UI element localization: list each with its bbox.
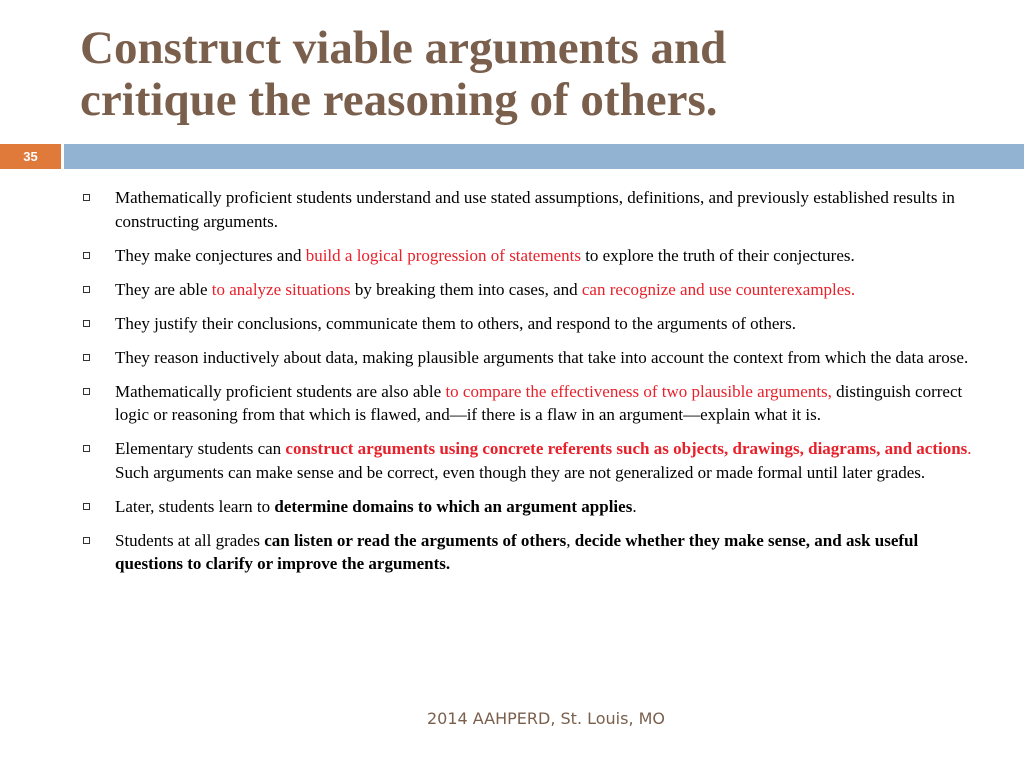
bullet-text: They justify their conclusions, communicate them to others, and respond to the arguments of others. bbox=[115, 313, 796, 333]
bold-text: determine domains to which an argument applies bbox=[274, 496, 633, 516]
bullet-item-2 bbox=[82, 244, 982, 268]
bullet-text: Mathematically proficient students understand and use stated assumptions, definitions, and previously established results in constructing arguments. bbox=[115, 188, 955, 231]
bullet-text: They are able bbox=[115, 279, 212, 299]
highlight-text: can recognize and use counterexamples. bbox=[581, 279, 856, 299]
bullet-text: distinguish correct logic or reasoning from that which is flawed, and—if there is a flaw in an argument—explain what it is. bbox=[115, 381, 963, 424]
bullet-item-6 bbox=[82, 380, 982, 427]
bullet-item-3 bbox=[82, 278, 982, 302]
bullet-list bbox=[82, 186, 982, 586]
bullet-text: by breaking them into cases, and bbox=[350, 279, 582, 299]
square-bullet-icon bbox=[83, 252, 90, 259]
square-bullet-icon bbox=[83, 320, 90, 327]
square-bullet-icon bbox=[83, 194, 90, 201]
bullet-text: Such arguments can make sense and be correct, even though they are not generalized or made formal until later grades. bbox=[115, 462, 926, 482]
bullet-text: They make conjectures and bbox=[115, 245, 306, 265]
title-divider-bar bbox=[64, 144, 1024, 169]
highlight-text: build a logical progression of statements bbox=[305, 245, 581, 265]
bold-text: can listen or read the arguments of others bbox=[264, 530, 567, 550]
bullet-text: Students at all grades bbox=[115, 530, 265, 550]
square-bullet-icon bbox=[83, 537, 90, 544]
bullet-text: . bbox=[632, 496, 637, 516]
highlight-text: to analyze situations bbox=[211, 279, 351, 299]
bullet-text: Mathematically proficient students are also able bbox=[115, 381, 446, 401]
bullet-item-8 bbox=[82, 495, 982, 519]
square-bullet-icon bbox=[83, 388, 90, 395]
slide-footer: 2014 AAHPERD, St. Louis, MO bbox=[426, 709, 666, 728]
bullet-item-5 bbox=[82, 346, 982, 370]
square-bullet-icon bbox=[83, 445, 90, 452]
highlight-bold-text: construct arguments using concrete referents such as objects, drawings, diagrams, and actions bbox=[285, 439, 968, 458]
square-bullet-icon bbox=[83, 286, 90, 293]
bullet-item-7 bbox=[82, 437, 982, 484]
bullet-item-1 bbox=[82, 186, 982, 233]
bullet-text: , bbox=[566, 530, 575, 550]
bullet-text: Elementary students can bbox=[115, 439, 286, 458]
square-bullet-icon bbox=[83, 354, 90, 361]
bullet-text: to explore the truth of their conjectures. bbox=[580, 245, 855, 265]
bullet-text: Later, students learn to bbox=[115, 496, 275, 516]
highlight-text: to compare the effectiveness of two plausible arguments, bbox=[445, 381, 832, 401]
bold-text: decide whether they make sense, and ask useful questions to clarify or improve the arguments. bbox=[115, 530, 919, 573]
bullet-item-9 bbox=[82, 529, 982, 576]
slide-title-line-1: Construct viable arguments and bbox=[80, 22, 727, 74]
bullet-item-4 bbox=[82, 312, 982, 336]
slide-title-line-2: critique the reasoning of others. bbox=[80, 74, 718, 126]
highlight-text: . bbox=[967, 439, 972, 458]
slide-title bbox=[80, 22, 1000, 126]
slide-number: 35 bbox=[0, 144, 61, 169]
square-bullet-icon bbox=[83, 503, 90, 510]
bullet-text: They reason inductively about data, making plausible arguments that take into account the context from which the data arose. bbox=[115, 347, 969, 367]
